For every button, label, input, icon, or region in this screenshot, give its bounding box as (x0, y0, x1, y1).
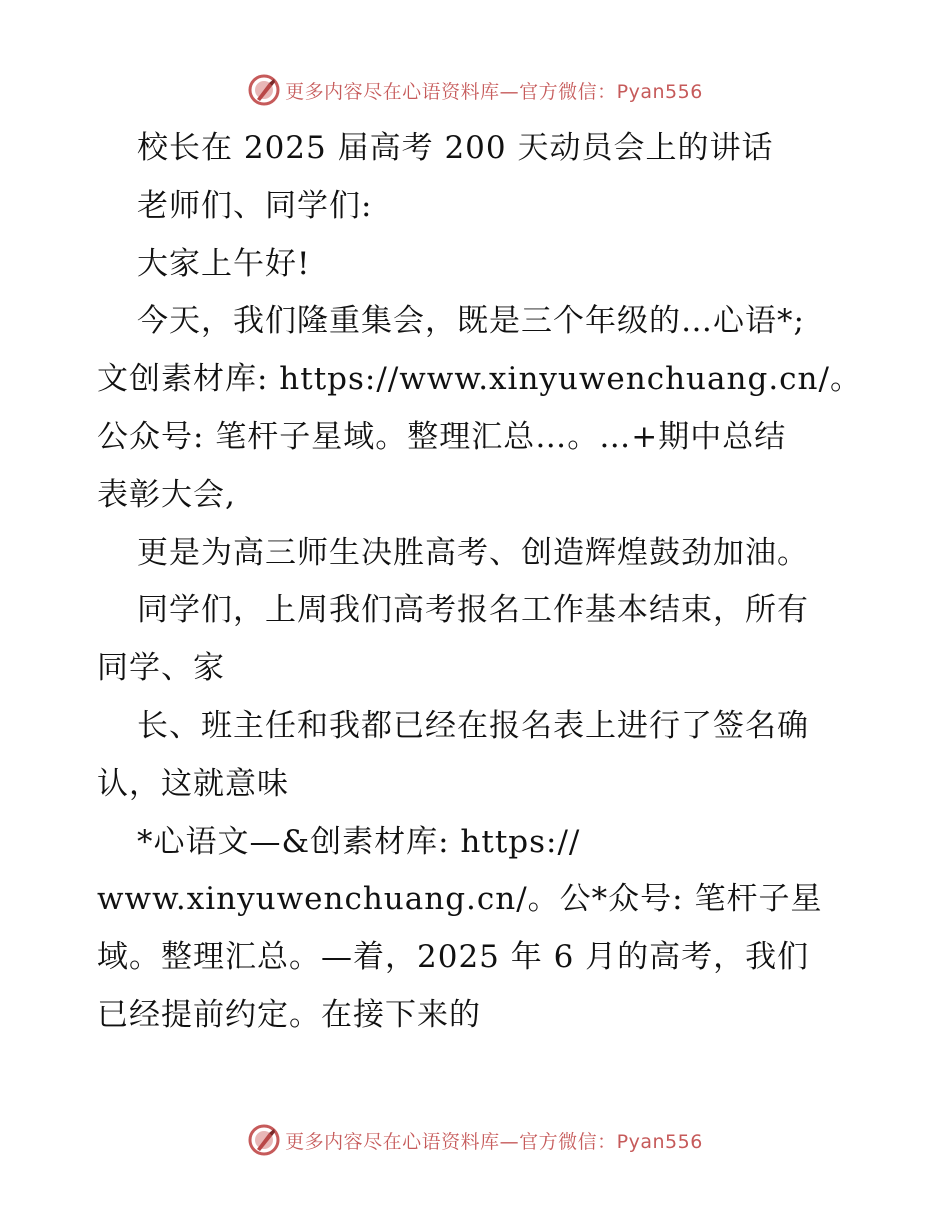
text-line: 表彰大会, (97, 476, 236, 513)
header-banner (0, 70, 950, 110)
footer-banner-text: 更多内容尽在心语资料库—官方微信：Pyan556 (285, 1130, 703, 1153)
text-line: 老师们、同学们: (137, 187, 373, 224)
header-banner-text: 更多内容尽在心语资料库—官方微信：Pyan556 (285, 80, 703, 103)
pen-nib-logo-icon (247, 73, 281, 107)
text-line: 今天，我们隆重集会，既是三个年级的…心语*; (137, 303, 805, 340)
text-line: 认，这就意味 (97, 765, 289, 802)
document-body (97, 120, 862, 1045)
footer-banner (0, 1120, 950, 1160)
text-line: 已经提前约定。在接下来的 (97, 996, 481, 1033)
document-title: 校长在 2025 届高考 200 天动员会上的讲话 (137, 130, 774, 166)
text-line: www.xinyuwenchuang.cn/。公*众号: 笔杆子星 (97, 881, 823, 918)
text-line: 公众号: 笔杆子星域。整理汇总…。…+期中总结 (97, 418, 787, 455)
text-line: 同学们，上周我们高考报名工作基本结束，所有 (137, 592, 809, 629)
text-line: 长、班主任和我都已经在报名表上进行了签名确 (137, 707, 809, 744)
text-line: *心语文—&创素材库: https:// (137, 823, 581, 860)
text-line: 文创素材库: https://www.xinyuwenchuang.cn/。 (97, 361, 862, 398)
text-line: 大家上午好! (137, 245, 311, 282)
text-line: 同学、家 (97, 650, 225, 687)
pen-nib-logo-icon (247, 1123, 281, 1157)
text-line: 域。整理汇总。—着，2025 年 6 月的高考，我们 (97, 939, 810, 976)
text-line: 更是为高三师生决胜高考、创造辉煌鼓劲加油。 (137, 534, 809, 571)
